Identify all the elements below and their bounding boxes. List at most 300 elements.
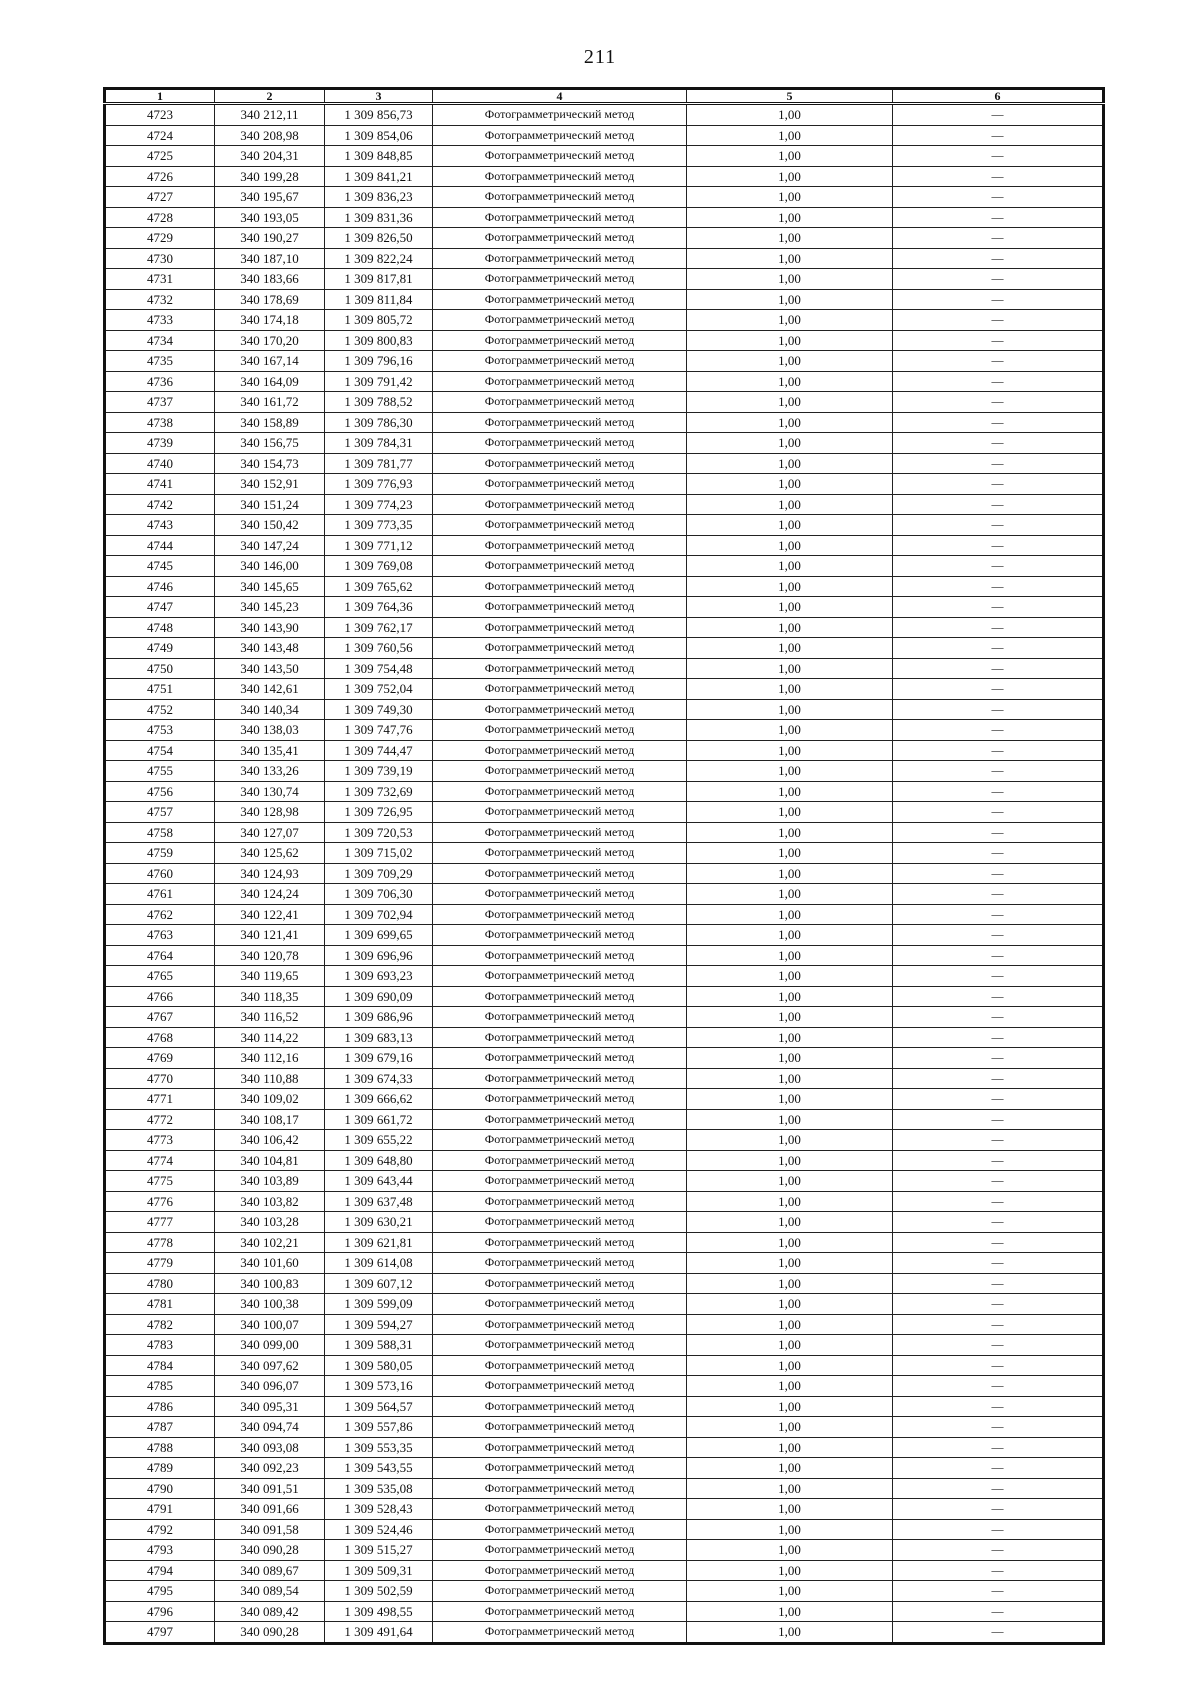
x-coordinate-cell: 340 097,62 — [215, 1355, 325, 1376]
table-row — [105, 761, 1104, 782]
point-number-cell: 4763 — [105, 925, 215, 946]
method-cell: Фотограмметрический метод — [433, 1355, 687, 1376]
table-row — [105, 597, 1104, 618]
y-coordinate-cell: 1 309 774,23 — [325, 494, 433, 515]
table-row — [105, 863, 1104, 884]
accuracy-cell: 1,00 — [687, 1437, 893, 1458]
point-number-cell: 4744 — [105, 535, 215, 556]
method-cell: Фотограмметрический метод — [433, 740, 687, 761]
table-row — [105, 699, 1104, 720]
y-coordinate-cell: 1 309 841,21 — [325, 166, 433, 187]
table-row — [105, 1027, 1104, 1048]
y-coordinate-cell: 1 309 699,65 — [325, 925, 433, 946]
accuracy-cell: 1,00 — [687, 1417, 893, 1438]
accuracy-cell: 1,00 — [687, 945, 893, 966]
table-row — [105, 371, 1104, 392]
accuracy-cell: 1,00 — [687, 1396, 893, 1417]
note-cell: — — [893, 1601, 1104, 1622]
x-coordinate-cell: 340 143,90 — [215, 617, 325, 638]
column-header-3: 3 — [325, 89, 433, 104]
point-number-cell: 4797 — [105, 1622, 215, 1644]
method-cell: Фотограмметрический метод — [433, 166, 687, 187]
method-cell: Фотограмметрический метод — [433, 1007, 687, 1028]
accuracy-cell: 1,00 — [687, 1335, 893, 1356]
note-cell: — — [893, 1478, 1104, 1499]
x-coordinate-cell: 340 103,89 — [215, 1171, 325, 1192]
note-cell: — — [893, 1622, 1104, 1644]
method-cell: Фотограмметрический метод — [433, 1109, 687, 1130]
x-coordinate-cell: 340 183,66 — [215, 269, 325, 290]
x-coordinate-cell: 340 135,41 — [215, 740, 325, 761]
note-cell: — — [893, 720, 1104, 741]
y-coordinate-cell: 1 309 754,48 — [325, 658, 433, 679]
table-row — [105, 1540, 1104, 1561]
x-coordinate-cell: 340 093,08 — [215, 1437, 325, 1458]
method-cell: Фотограмметрический метод — [433, 1417, 687, 1438]
y-coordinate-cell: 1 309 621,81 — [325, 1232, 433, 1253]
point-number-cell: 4742 — [105, 494, 215, 515]
x-coordinate-cell: 340 124,24 — [215, 884, 325, 905]
y-coordinate-cell: 1 309 822,24 — [325, 248, 433, 269]
x-coordinate-cell: 340 167,14 — [215, 351, 325, 372]
y-coordinate-cell: 1 309 848,85 — [325, 146, 433, 167]
method-cell: Фотограмметрический метод — [433, 1601, 687, 1622]
accuracy-cell: 1,00 — [687, 720, 893, 741]
accuracy-cell: 1,00 — [687, 1191, 893, 1212]
method-cell: Фотограмметрический метод — [433, 1376, 687, 1397]
y-coordinate-cell: 1 309 791,42 — [325, 371, 433, 392]
point-number-cell: 4745 — [105, 556, 215, 577]
note-cell: — — [893, 925, 1104, 946]
method-cell: Фотограмметрический метод — [433, 310, 687, 331]
table-row — [105, 1171, 1104, 1192]
point-number-cell: 4750 — [105, 658, 215, 679]
y-coordinate-cell: 1 309 491,64 — [325, 1622, 433, 1644]
x-coordinate-cell: 340 212,11 — [215, 104, 325, 126]
table-row — [105, 1458, 1104, 1479]
point-number-cell: 4793 — [105, 1540, 215, 1561]
method-cell: Фотограмметрический метод — [433, 1150, 687, 1171]
point-number-cell: 4791 — [105, 1499, 215, 1520]
note-cell: — — [893, 269, 1104, 290]
accuracy-cell: 1,00 — [687, 310, 893, 331]
point-number-cell: 4770 — [105, 1068, 215, 1089]
point-number-cell: 4787 — [105, 1417, 215, 1438]
point-number-cell: 4778 — [105, 1232, 215, 1253]
accuracy-cell: 1,00 — [687, 187, 893, 208]
x-coordinate-cell: 340 145,23 — [215, 597, 325, 618]
method-cell: Фотограмметрический метод — [433, 207, 687, 228]
accuracy-cell: 1,00 — [687, 1355, 893, 1376]
table-row — [105, 515, 1104, 536]
accuracy-cell: 1,00 — [687, 1253, 893, 1274]
point-number-cell: 4781 — [105, 1294, 215, 1315]
method-cell: Фотограмметрический метод — [433, 104, 687, 126]
point-number-cell: 4740 — [105, 453, 215, 474]
x-coordinate-cell: 340 122,41 — [215, 904, 325, 925]
y-coordinate-cell: 1 309 614,08 — [325, 1253, 433, 1274]
accuracy-cell: 1,00 — [687, 966, 893, 987]
table-row — [105, 1376, 1104, 1397]
method-cell: Фотограмметрический метод — [433, 843, 687, 864]
accuracy-cell: 1,00 — [687, 535, 893, 556]
x-coordinate-cell: 340 089,67 — [215, 1560, 325, 1581]
note-cell: — — [893, 802, 1104, 823]
y-coordinate-cell: 1 309 765,62 — [325, 576, 433, 597]
y-coordinate-cell: 1 309 784,31 — [325, 433, 433, 454]
note-cell: — — [893, 310, 1104, 331]
column-header-6: 6 — [893, 89, 1104, 104]
method-cell: Фотограмметрический метод — [433, 945, 687, 966]
x-coordinate-cell: 340 090,28 — [215, 1622, 325, 1644]
accuracy-cell: 1,00 — [687, 1007, 893, 1028]
y-coordinate-cell: 1 309 690,09 — [325, 986, 433, 1007]
method-cell: Фотограмметрический метод — [433, 986, 687, 1007]
y-coordinate-cell: 1 309 706,30 — [325, 884, 433, 905]
table-row — [105, 412, 1104, 433]
note-cell: — — [893, 658, 1104, 679]
accuracy-cell: 1,00 — [687, 1458, 893, 1479]
point-number-cell: 4775 — [105, 1171, 215, 1192]
accuracy-cell: 1,00 — [687, 781, 893, 802]
table-row — [105, 1314, 1104, 1335]
accuracy-cell: 1,00 — [687, 1314, 893, 1335]
x-coordinate-cell: 340 125,62 — [215, 843, 325, 864]
x-coordinate-cell: 340 145,65 — [215, 576, 325, 597]
table-row — [105, 1560, 1104, 1581]
note-cell: — — [893, 535, 1104, 556]
y-coordinate-cell: 1 309 762,17 — [325, 617, 433, 638]
x-coordinate-cell: 340 161,72 — [215, 392, 325, 413]
x-coordinate-cell: 340 130,74 — [215, 781, 325, 802]
method-cell: Фотограмметрический метод — [433, 1068, 687, 1089]
method-cell: Фотограмметрический метод — [433, 330, 687, 351]
table-row — [105, 1499, 1104, 1520]
y-coordinate-cell: 1 309 599,09 — [325, 1294, 433, 1315]
note-cell: — — [893, 1027, 1104, 1048]
note-cell: — — [893, 1294, 1104, 1315]
table-row — [105, 1253, 1104, 1274]
method-cell: Фотограмметрический метод — [433, 576, 687, 597]
y-coordinate-cell: 1 309 739,19 — [325, 761, 433, 782]
point-number-cell: 4777 — [105, 1212, 215, 1233]
note-cell: — — [893, 412, 1104, 433]
method-cell: Фотограмметрический метод — [433, 1273, 687, 1294]
x-coordinate-cell: 340 151,24 — [215, 494, 325, 515]
y-coordinate-cell: 1 309 528,43 — [325, 1499, 433, 1520]
note-cell: — — [893, 166, 1104, 187]
point-number-cell: 4731 — [105, 269, 215, 290]
method-cell: Фотограмметрический метод — [433, 699, 687, 720]
y-coordinate-cell: 1 309 817,81 — [325, 269, 433, 290]
table-row — [105, 269, 1104, 290]
point-number-cell: 4764 — [105, 945, 215, 966]
y-coordinate-cell: 1 309 826,50 — [325, 228, 433, 249]
point-number-cell: 4723 — [105, 104, 215, 126]
x-coordinate-cell: 340 133,26 — [215, 761, 325, 782]
y-coordinate-cell: 1 309 580,05 — [325, 1355, 433, 1376]
table-row — [105, 556, 1104, 577]
table-row — [105, 904, 1104, 925]
accuracy-cell: 1,00 — [687, 761, 893, 782]
table-row — [105, 986, 1104, 1007]
accuracy-cell: 1,00 — [687, 802, 893, 823]
y-coordinate-cell: 1 309 655,22 — [325, 1130, 433, 1151]
table-row — [105, 228, 1104, 249]
table-row — [105, 1068, 1104, 1089]
x-coordinate-cell: 340 089,54 — [215, 1581, 325, 1602]
table-row — [105, 1355, 1104, 1376]
x-coordinate-cell: 340 146,00 — [215, 556, 325, 577]
y-coordinate-cell: 1 309 771,12 — [325, 535, 433, 556]
table-row — [105, 1437, 1104, 1458]
table-row — [105, 1294, 1104, 1315]
table-row — [105, 330, 1104, 351]
accuracy-cell: 1,00 — [687, 289, 893, 310]
point-number-cell: 4725 — [105, 146, 215, 167]
y-coordinate-cell: 1 309 666,62 — [325, 1089, 433, 1110]
y-coordinate-cell: 1 309 764,36 — [325, 597, 433, 618]
table-row — [105, 679, 1104, 700]
point-number-cell: 4728 — [105, 207, 215, 228]
accuracy-cell: 1,00 — [687, 474, 893, 495]
method-cell: Фотограмметрический метод — [433, 1560, 687, 1581]
point-number-cell: 4785 — [105, 1376, 215, 1397]
point-number-cell: 4737 — [105, 392, 215, 413]
y-coordinate-cell: 1 309 588,31 — [325, 1335, 433, 1356]
note-cell: — — [893, 474, 1104, 495]
point-number-cell: 4743 — [105, 515, 215, 536]
y-coordinate-cell: 1 309 720,53 — [325, 822, 433, 843]
table-row — [105, 720, 1104, 741]
accuracy-cell: 1,00 — [687, 1068, 893, 1089]
note-cell: — — [893, 1048, 1104, 1069]
point-number-cell: 4771 — [105, 1089, 215, 1110]
x-coordinate-cell: 340 108,17 — [215, 1109, 325, 1130]
x-coordinate-cell: 340 091,58 — [215, 1519, 325, 1540]
x-coordinate-cell: 340 094,74 — [215, 1417, 325, 1438]
x-coordinate-cell: 340 208,98 — [215, 125, 325, 146]
table-row — [105, 207, 1104, 228]
method-cell: Фотограмметрический метод — [433, 802, 687, 823]
y-coordinate-cell: 1 309 553,35 — [325, 1437, 433, 1458]
note-cell: — — [893, 822, 1104, 843]
point-number-cell: 4766 — [105, 986, 215, 1007]
note-cell: — — [893, 679, 1104, 700]
x-coordinate-cell: 340 147,24 — [215, 535, 325, 556]
x-coordinate-cell: 340 096,07 — [215, 1376, 325, 1397]
table-row — [105, 1109, 1104, 1130]
note-cell: — — [893, 945, 1104, 966]
note-cell: — — [893, 1109, 1104, 1130]
accuracy-cell: 1,00 — [687, 412, 893, 433]
x-coordinate-cell: 340 140,34 — [215, 699, 325, 720]
point-number-cell: 4767 — [105, 1007, 215, 1028]
accuracy-cell: 1,00 — [687, 679, 893, 700]
table-row — [105, 1007, 1104, 1028]
note-cell: — — [893, 1335, 1104, 1356]
accuracy-cell: 1,00 — [687, 1109, 893, 1130]
method-cell: Фотограмметрический метод — [433, 1314, 687, 1335]
note-cell: — — [893, 1068, 1104, 1089]
method-cell: Фотограмметрический метод — [433, 720, 687, 741]
accuracy-cell: 1,00 — [687, 925, 893, 946]
note-cell: — — [893, 494, 1104, 515]
accuracy-cell: 1,00 — [687, 515, 893, 536]
method-cell: Фотограмметрический метод — [433, 1089, 687, 1110]
table-row — [105, 1478, 1104, 1499]
note-cell: — — [893, 1396, 1104, 1417]
note-cell: — — [893, 576, 1104, 597]
column-header-1: 1 — [105, 89, 215, 104]
x-coordinate-cell: 340 199,28 — [215, 166, 325, 187]
point-number-cell: 4765 — [105, 966, 215, 987]
x-coordinate-cell: 340 100,07 — [215, 1314, 325, 1335]
table-row — [105, 289, 1104, 310]
table-row — [105, 781, 1104, 802]
x-coordinate-cell: 340 187,10 — [215, 248, 325, 269]
note-cell: — — [893, 740, 1104, 761]
accuracy-cell: 1,00 — [687, 904, 893, 925]
y-coordinate-cell: 1 309 773,35 — [325, 515, 433, 536]
point-number-cell: 4757 — [105, 802, 215, 823]
note-cell: — — [893, 392, 1104, 413]
y-coordinate-cell: 1 309 594,27 — [325, 1314, 433, 1335]
point-number-cell: 4730 — [105, 248, 215, 269]
note-cell: — — [893, 1458, 1104, 1479]
accuracy-cell: 1,00 — [687, 1622, 893, 1644]
y-coordinate-cell: 1 309 643,44 — [325, 1171, 433, 1192]
method-cell: Фотограмметрический метод — [433, 515, 687, 536]
point-number-cell: 4780 — [105, 1273, 215, 1294]
y-coordinate-cell: 1 309 776,93 — [325, 474, 433, 495]
method-cell: Фотограмметрический метод — [433, 658, 687, 679]
accuracy-cell: 1,00 — [687, 658, 893, 679]
note-cell: — — [893, 1560, 1104, 1581]
table-row — [105, 740, 1104, 761]
y-coordinate-cell: 1 309 648,80 — [325, 1150, 433, 1171]
accuracy-cell: 1,00 — [687, 330, 893, 351]
note-cell: — — [893, 351, 1104, 372]
method-cell: Фотограмметрический метод — [433, 371, 687, 392]
x-coordinate-cell: 340 100,38 — [215, 1294, 325, 1315]
note-cell: — — [893, 1191, 1104, 1212]
note-cell: — — [893, 1232, 1104, 1253]
note-cell: — — [893, 966, 1104, 987]
table-row — [105, 1150, 1104, 1171]
table-row — [105, 1048, 1104, 1069]
accuracy-cell: 1,00 — [687, 1581, 893, 1602]
point-number-cell: 4754 — [105, 740, 215, 761]
table-row — [105, 1519, 1104, 1540]
point-number-cell: 4795 — [105, 1581, 215, 1602]
table-row — [105, 1417, 1104, 1438]
note-cell: — — [893, 515, 1104, 536]
y-coordinate-cell: 1 309 781,77 — [325, 453, 433, 474]
point-number-cell: 4760 — [105, 863, 215, 884]
method-cell: Фотограмметрический метод — [433, 679, 687, 700]
accuracy-cell: 1,00 — [687, 166, 893, 187]
method-cell: Фотограмметрический метод — [433, 187, 687, 208]
table-row — [105, 1601, 1104, 1622]
accuracy-cell: 1,00 — [687, 822, 893, 843]
x-coordinate-cell: 340 089,42 — [215, 1601, 325, 1622]
table-row — [105, 125, 1104, 146]
accuracy-cell: 1,00 — [687, 884, 893, 905]
x-coordinate-cell: 340 100,83 — [215, 1273, 325, 1294]
point-number-cell: 4732 — [105, 289, 215, 310]
note-cell: — — [893, 248, 1104, 269]
method-cell: Фотограмметрический метод — [433, 1191, 687, 1212]
note-cell: — — [893, 1253, 1104, 1274]
accuracy-cell: 1,00 — [687, 207, 893, 228]
accuracy-cell: 1,00 — [687, 556, 893, 577]
point-number-cell: 4739 — [105, 433, 215, 454]
accuracy-cell: 1,00 — [687, 699, 893, 720]
method-cell: Фотограмметрический метод — [433, 1540, 687, 1561]
x-coordinate-cell: 340 121,41 — [215, 925, 325, 946]
point-number-cell: 4724 — [105, 125, 215, 146]
point-number-cell: 4733 — [105, 310, 215, 331]
point-number-cell: 4748 — [105, 617, 215, 638]
y-coordinate-cell: 1 309 696,96 — [325, 945, 433, 966]
table-row — [105, 535, 1104, 556]
method-cell: Фотограмметрический метод — [433, 1622, 687, 1644]
accuracy-cell: 1,00 — [687, 248, 893, 269]
method-cell: Фотограмметрический метод — [433, 269, 687, 290]
table-row — [105, 822, 1104, 843]
table-row — [105, 166, 1104, 187]
y-coordinate-cell: 1 309 607,12 — [325, 1273, 433, 1294]
y-coordinate-cell: 1 309 573,16 — [325, 1376, 433, 1397]
point-number-cell: 4772 — [105, 1109, 215, 1130]
accuracy-cell: 1,00 — [687, 228, 893, 249]
y-coordinate-cell: 1 309 509,31 — [325, 1560, 433, 1581]
x-coordinate-cell: 340 150,42 — [215, 515, 325, 536]
point-number-cell: 4727 — [105, 187, 215, 208]
table-row — [105, 1273, 1104, 1294]
note-cell: — — [893, 289, 1104, 310]
note-cell: — — [893, 187, 1104, 208]
y-coordinate-cell: 1 309 630,21 — [325, 1212, 433, 1233]
y-coordinate-cell: 1 309 796,16 — [325, 351, 433, 372]
accuracy-cell: 1,00 — [687, 494, 893, 515]
accuracy-cell: 1,00 — [687, 1130, 893, 1151]
accuracy-cell: 1,00 — [687, 1601, 893, 1622]
y-coordinate-cell: 1 309 502,59 — [325, 1581, 433, 1602]
note-cell: — — [893, 1273, 1104, 1294]
point-number-cell: 4782 — [105, 1314, 215, 1335]
y-coordinate-cell: 1 309 661,72 — [325, 1109, 433, 1130]
method-cell: Фотограмметрический метод — [433, 822, 687, 843]
accuracy-cell: 1,00 — [687, 1232, 893, 1253]
table-row — [105, 1622, 1104, 1644]
method-cell: Фотограмметрический метод — [433, 556, 687, 577]
y-coordinate-cell: 1 309 498,55 — [325, 1601, 433, 1622]
accuracy-cell: 1,00 — [687, 1499, 893, 1520]
table-row — [105, 617, 1104, 638]
note-cell: — — [893, 781, 1104, 802]
point-number-cell: 4784 — [105, 1355, 215, 1376]
method-cell: Фотограмметрический метод — [433, 1396, 687, 1417]
note-cell: — — [893, 1581, 1104, 1602]
note-cell: — — [893, 1437, 1104, 1458]
method-cell: Фотограмметрический метод — [433, 228, 687, 249]
note-cell: — — [893, 104, 1104, 126]
x-coordinate-cell: 340 099,00 — [215, 1335, 325, 1356]
point-number-cell: 4751 — [105, 679, 215, 700]
table-row — [105, 925, 1104, 946]
